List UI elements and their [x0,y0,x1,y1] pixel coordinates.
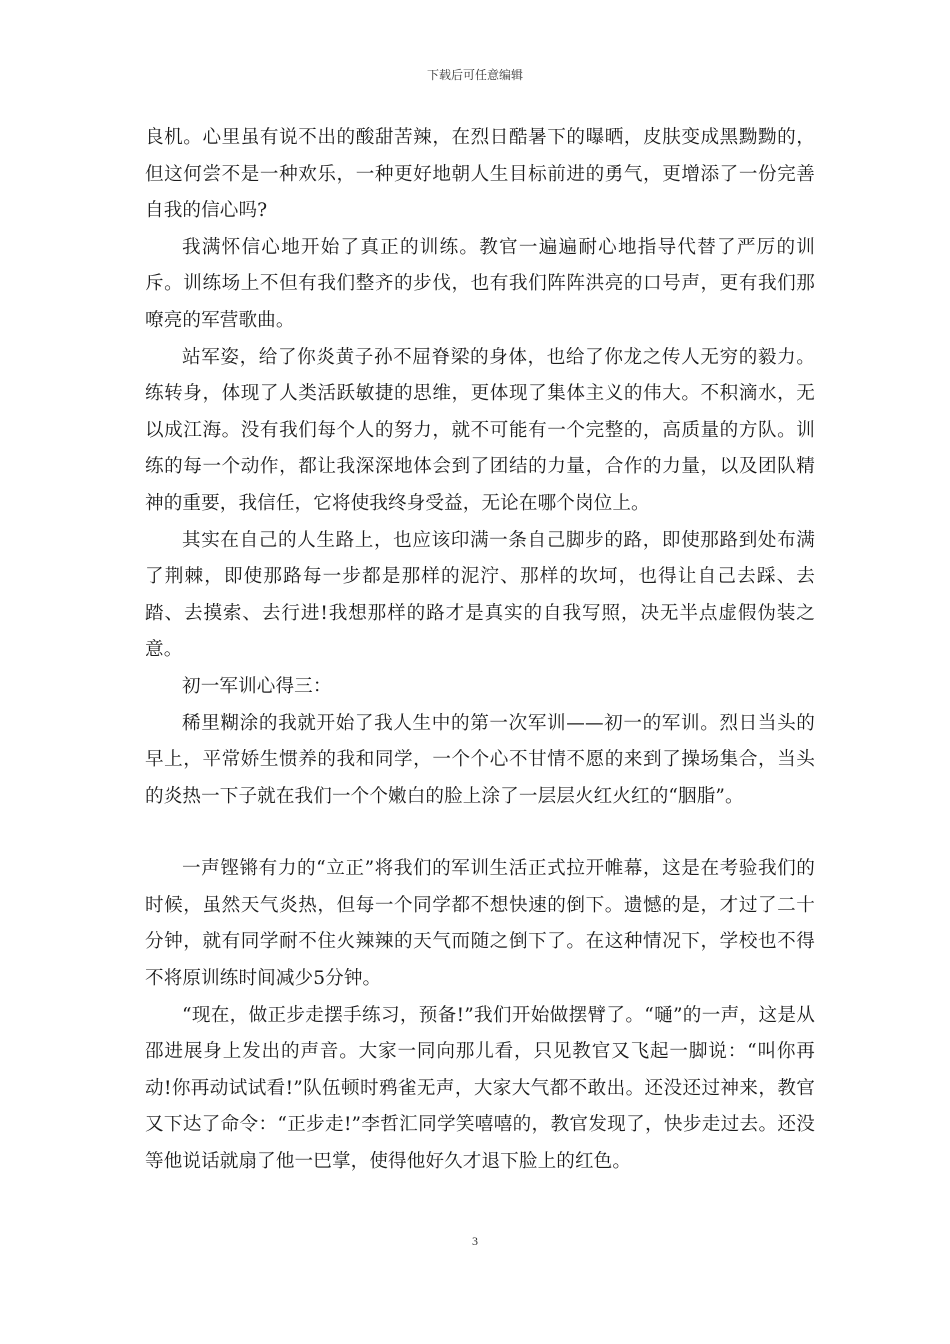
paragraph-2: 我满怀信心地开始了真正的训练。教官一遍遍耐心地指导代替了严厉的训斥。训练场上不但有我们整齐的步伐，也有我们阵阵洪亮的口号声，更有我们那嘹亮的军营歌曲。 [145,236,815,331]
page-header: 下载后可任意编辑 [426,68,523,82]
paragraph-7: “现在，做正步走摆手练习，预备!”我们开始做摆臂了。“嗵”的一声，这是从邵进展身上发出的声音。大家一同向那儿看，只见教官又飞起一脚说：“叫你再动!你再动试试看!”队伍顿时鸦雀无声，大家大气都不敢出。还没还过神来，教官又下达了命令：“正步走!”李哲汇同学笑嘻嘻的，教官发现了，快步走过去。还没等他说话就扇了他一巴掌，使得他好久才退下脸上的红色。 [145,1004,815,1173]
paragraph-5: 稀里糊涂的我就开始了我人生中的第一次军训——初一的军训。烈日当头的早上，平常娇生惯养的我和同学，一个个心不甘情不愿的来到了操场集合，当头的炎热一下子就在我们一个个嫩白的脸上涂了一层层火红火红的“胭脂”。 [145,712,815,807]
document-body [145,120,815,1181]
paragraph-3: 站军姿，给了你炎黄子孙不屈脊梁的身体，也给了你龙之传人无穷的毅力。练转身，体现了人类活跃敏捷的思维，更体现了集体主义的伟大。不积滴水，无以成江海。没有我们每个人的努力，就不可能有一个完整的，高质量的方队。训练的每一个动作，都让我深深地体会到了团结的力量，合作的力量，以及团队精神的重要，我信任，它将使我终身受益，无论在哪个岗位上。 [145,346,815,514]
paragraph-spacer [145,815,815,851]
paragraph-1: 良机。心里虽有说不出的酸甜苦辣，在烈日酷暑下的曝晒，皮肤变成黑黝黝的，但这何尝不是一种欢乐，一种更好地朝人生目标前进的勇气，更增添了一份完善自我的信心吗? [145,127,815,222]
paragraph-6: 一声铿锵有力的“立正”将我们的军训生活正式拉开帷幕，这是在考验我们的时候，虽然天气炎热，但每一个同学都不想快速的倒下。遗憾的是，才过了二十分钟，就有同学耐不住火辣辣的天气而随之倒下了。在这种情况下，学校也不得不将原训练时间减少5分钟。 [145,858,815,990]
section-heading: 初一军训心得三： [182,675,332,697]
page-number: 3 [472,1234,478,1248]
paragraph-4: 其实在自己的人生路上，也应该印满一条自己脚步的路，即使那路到处布满了荆棘，即使那路每一步都是那样的泥泞、那样的坎坷，也得让自己去踩、去踏、去摸索、去行进!我想那样的路才是真实的自我写照，决无半点虚假伪装之意。 [145,529,815,661]
